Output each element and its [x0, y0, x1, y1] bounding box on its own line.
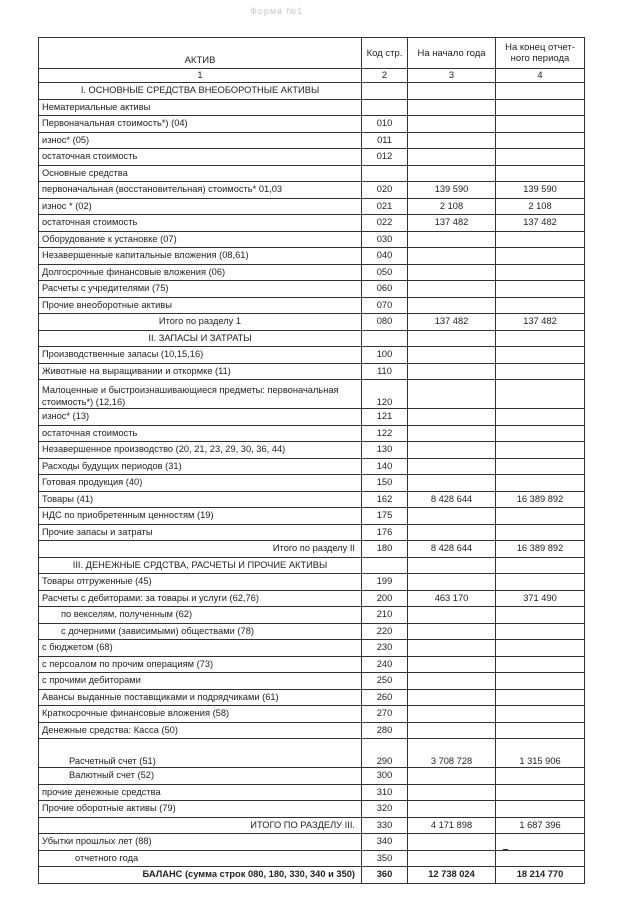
value-start: [408, 508, 496, 525]
row-code: 230: [362, 640, 408, 657]
value-end: [496, 524, 585, 541]
value-end: [496, 116, 585, 133]
value-start: [408, 689, 496, 706]
row-code: 121: [362, 409, 408, 426]
row-code: 100: [362, 347, 408, 364]
table-row: [39, 508, 585, 525]
table-row: [39, 475, 585, 492]
row-label: Животные на выращивании и откормке (11): [39, 363, 362, 380]
table-row: [39, 248, 585, 265]
row-label: износ* (05): [39, 132, 362, 149]
table-row: [39, 264, 585, 281]
row-label: Денежные средства: Касса (50): [39, 722, 362, 739]
value-start: [408, 673, 496, 690]
row-code: 140: [362, 458, 408, 475]
column-number: 2: [362, 69, 408, 83]
row-label: прочие денежные средства: [39, 784, 362, 801]
row-label: с прочими дебиторами: [39, 673, 362, 690]
row-label: Малоценные и быстроизнашивающиеся предметы: первоначальная стоимость*) (12,16): [39, 380, 362, 409]
row-code: 340: [362, 834, 408, 851]
column-header-start: На начало года: [408, 38, 496, 69]
table-row: [39, 607, 585, 624]
value-start: [408, 850, 496, 867]
row-code: 280: [362, 722, 408, 739]
row-code: [362, 165, 408, 182]
value-start: [408, 706, 496, 723]
value-end: [496, 347, 585, 364]
row-code: 300: [362, 768, 408, 785]
row-code: 060: [362, 281, 408, 298]
value-end: [496, 425, 585, 442]
value-end: 1 687 396: [496, 817, 585, 834]
row-code: 010: [362, 116, 408, 133]
table-row: [39, 330, 585, 347]
value-end: [496, 850, 585, 867]
value-start: [408, 623, 496, 640]
row-label: по векселям, полученным (62): [39, 607, 362, 624]
table-row: [39, 149, 585, 166]
row-code: [362, 330, 408, 347]
row-code: 020: [362, 182, 408, 199]
value-end: 18 214 770: [496, 867, 585, 884]
table-row: [39, 706, 585, 723]
column-number: 3: [408, 69, 496, 83]
row-code: 080: [362, 314, 408, 331]
row-code: 220: [362, 623, 408, 640]
row-code: 210: [362, 607, 408, 624]
row-code: 176: [362, 524, 408, 541]
value-end: [496, 363, 585, 380]
value-start: 139 590: [408, 182, 496, 199]
value-end: [496, 574, 585, 591]
table-row: [39, 834, 585, 851]
row-label: Расчетный счет (51): [39, 739, 362, 768]
table-body: [39, 83, 585, 884]
value-start: [408, 784, 496, 801]
value-start: [408, 363, 496, 380]
value-start: 4 171 898: [408, 817, 496, 834]
row-label: Итого по разделу 1: [39, 314, 362, 331]
row-label: III. ДЕНЕЖНЫЕ СРДСТВА, РАСЧЕТЫ И ПРОЧИЕ АКТИВЫ: [39, 557, 362, 574]
row-code: 240: [362, 656, 408, 673]
value-end: [496, 656, 585, 673]
value-start: [408, 99, 496, 116]
row-label: износ* (13): [39, 409, 362, 426]
row-label: остаточная стоимость: [39, 425, 362, 442]
row-label: первоначальная (восстановительная) стоимость* 01,03: [39, 182, 362, 199]
column-number-row: [39, 69, 585, 83]
value-end: [496, 83, 585, 100]
header-row: [39, 38, 585, 69]
value-end: [496, 508, 585, 525]
row-label: Расходы будущих периодов (31): [39, 458, 362, 475]
table-row: [39, 116, 585, 133]
table-row: [39, 623, 585, 640]
value-start: [408, 248, 496, 265]
row-label: Расчеты с дебиторами: за товары и услуги (62,76): [39, 590, 362, 607]
column-number: 1: [39, 69, 362, 83]
value-start: 3 708 728: [408, 739, 496, 768]
value-end: 16 389 892: [496, 491, 585, 508]
row-label: с бюджетом (68): [39, 640, 362, 657]
row-code: [362, 83, 408, 100]
value-end: 16 389 892: [496, 541, 585, 558]
balance-sheet-assets-table: [38, 37, 585, 884]
row-code: 050: [362, 264, 408, 281]
value-start: [408, 834, 496, 851]
table-row: [39, 363, 585, 380]
table-row: [39, 99, 585, 116]
value-end: 137 482: [496, 215, 585, 232]
row-label: Итого по разделу II: [39, 541, 362, 558]
table-row: [39, 198, 585, 215]
value-start: [408, 409, 496, 426]
row-label: Производственные запасы (10,15,16): [39, 347, 362, 364]
row-code: 175: [362, 508, 408, 525]
value-start: 137 482: [408, 215, 496, 232]
value-end: [496, 458, 585, 475]
value-start: 8 428 644: [408, 491, 496, 508]
table-row: [39, 347, 585, 364]
row-label: Авансы выданные поставщиками и подрядчиками (61): [39, 689, 362, 706]
value-end: [496, 231, 585, 248]
table-row: [39, 314, 585, 331]
row-code: 030: [362, 231, 408, 248]
table-row: [39, 817, 585, 834]
value-start: [408, 425, 496, 442]
row-label: Прочие оборотные активы (79): [39, 801, 362, 818]
value-start: [408, 347, 496, 364]
row-label: Краткосрочные финансовые вложения (58): [39, 706, 362, 723]
value-end: [496, 607, 585, 624]
row-code: 021: [362, 198, 408, 215]
value-start: [408, 132, 496, 149]
row-code: 162: [362, 491, 408, 508]
row-code: 330: [362, 817, 408, 834]
row-label: Убытки прошлых лет (88): [39, 834, 362, 851]
table-row: [39, 524, 585, 541]
value-start: [408, 557, 496, 574]
table-row: [39, 442, 585, 459]
table-row: [39, 739, 585, 768]
row-code: 320: [362, 801, 408, 818]
value-end: [496, 132, 585, 149]
value-end: [496, 768, 585, 785]
value-start: [408, 574, 496, 591]
table-row: [39, 409, 585, 426]
column-header-end: На конец отчет-ного периода: [496, 38, 585, 69]
table-row: [39, 380, 585, 409]
column-header-code: Код стр.: [362, 38, 408, 69]
value-start: [408, 297, 496, 314]
value-start: [408, 264, 496, 281]
value-end: [496, 834, 585, 851]
value-end: [496, 248, 585, 265]
table-row: [39, 132, 585, 149]
row-code: 110: [362, 363, 408, 380]
row-code: 199: [362, 574, 408, 591]
value-end: [496, 475, 585, 492]
value-end: [496, 297, 585, 314]
value-start: [408, 380, 496, 409]
value-end: 371 490: [496, 590, 585, 607]
value-start: [408, 475, 496, 492]
row-label: с персоалом по прочим операциям (73): [39, 656, 362, 673]
row-code: 180: [362, 541, 408, 558]
row-label: с дочерними (зависимыми) обществами (78): [39, 623, 362, 640]
row-label: Готовая продукция (40): [39, 475, 362, 492]
row-code: 250: [362, 673, 408, 690]
value-start: [408, 442, 496, 459]
value-end: [496, 689, 585, 706]
table-row: [39, 574, 585, 591]
value-start: 8 428 644: [408, 541, 496, 558]
row-code: 350: [362, 850, 408, 867]
table-row: [39, 867, 585, 884]
stray-mark: [503, 849, 508, 851]
table-row: [39, 656, 585, 673]
value-end: [496, 409, 585, 426]
row-label: Товары отгруженные (45): [39, 574, 362, 591]
table-row: [39, 215, 585, 232]
row-code: 122: [362, 425, 408, 442]
row-code: 290: [362, 739, 408, 768]
row-label: БАЛАНС (сумма строк 080, 180, 330, 340 и 350): [39, 867, 362, 884]
table-row: [39, 850, 585, 867]
row-label: Прочие внеоборотные активы: [39, 297, 362, 314]
value-end: 139 590: [496, 182, 585, 199]
row-code: 310: [362, 784, 408, 801]
row-code: 012: [362, 149, 408, 166]
row-label: Незавершенные капитальные вложения (08,61): [39, 248, 362, 265]
value-start: 2 108: [408, 198, 496, 215]
value-end: [496, 165, 585, 182]
table-row: [39, 640, 585, 657]
row-label: Основные средства: [39, 165, 362, 182]
table-row: [39, 458, 585, 475]
row-label: Прочие запасы и затраты: [39, 524, 362, 541]
table-row: [39, 231, 585, 248]
value-end: [496, 640, 585, 657]
table-row: [39, 689, 585, 706]
row-label: I. ОСНОВНЫЕ СРЕДСТВА ВНЕОБОРОТНЫЕ АКТИВЫ: [39, 83, 362, 100]
table-row: [39, 165, 585, 182]
value-end: [496, 149, 585, 166]
table-row: [39, 281, 585, 298]
row-code: 070: [362, 297, 408, 314]
row-label: Долгосрочные финансовые вложения (06): [39, 264, 362, 281]
value-end: [496, 264, 585, 281]
value-start: 12 738 024: [408, 867, 496, 884]
row-code: 200: [362, 590, 408, 607]
value-end: [496, 623, 585, 640]
row-code: [362, 557, 408, 574]
column-number: 4: [496, 69, 585, 83]
table-row: [39, 491, 585, 508]
value-start: [408, 722, 496, 739]
table-row: [39, 673, 585, 690]
table-row: [39, 425, 585, 442]
value-end: [496, 673, 585, 690]
value-start: [408, 640, 496, 657]
table-row: [39, 801, 585, 818]
row-code: 130: [362, 442, 408, 459]
table-row: [39, 768, 585, 785]
value-start: [408, 607, 496, 624]
value-start: [408, 524, 496, 541]
row-code: 022: [362, 215, 408, 232]
value-end: [496, 722, 585, 739]
row-label: НДС по приобретенным ценностям (19): [39, 508, 362, 525]
value-end: [496, 801, 585, 818]
value-start: [408, 83, 496, 100]
value-end: 1 315 906: [496, 739, 585, 768]
value-end: [496, 330, 585, 347]
row-label: остаточная стоимость: [39, 215, 362, 232]
row-label: Незавершенное производство (20, 21, 23, 29, 30, 36, 44): [39, 442, 362, 459]
value-end: [496, 380, 585, 409]
value-start: [408, 801, 496, 818]
value-start: [408, 149, 496, 166]
row-code: 011: [362, 132, 408, 149]
table-row: [39, 182, 585, 199]
row-label: II. ЗАПАСЫ И ЗАТРАТЫ: [39, 330, 362, 347]
value-start: 463 170: [408, 590, 496, 607]
row-code: [362, 99, 408, 116]
table-row: [39, 557, 585, 574]
value-start: 137 482: [408, 314, 496, 331]
table-row: [39, 83, 585, 100]
row-label: Оборудование к установке (07): [39, 231, 362, 248]
value-start: [408, 656, 496, 673]
value-end: [496, 706, 585, 723]
row-label: Валютный счет (52): [39, 768, 362, 785]
row-label: ИТОГО ПО РАЗДЕЛУ III.: [39, 817, 362, 834]
row-label: износ * (02): [39, 198, 362, 215]
row-code: 120: [362, 380, 408, 409]
row-label: Нематериальные активы: [39, 99, 362, 116]
value-end: [496, 99, 585, 116]
value-end: 2 108: [496, 198, 585, 215]
table-row: [39, 784, 585, 801]
value-start: [408, 458, 496, 475]
column-header-asset: АКТИВ: [39, 38, 362, 69]
value-start: [408, 281, 496, 298]
row-label: Расчеты с учредителями (75): [39, 281, 362, 298]
value-start: [408, 165, 496, 182]
row-code: 040: [362, 248, 408, 265]
row-label: отчетного года: [39, 850, 362, 867]
row-code: 260: [362, 689, 408, 706]
value-end: 137 482: [496, 314, 585, 331]
value-end: [496, 784, 585, 801]
value-start: [408, 116, 496, 133]
table-row: [39, 541, 585, 558]
table-row: [39, 297, 585, 314]
row-label: Первоначальная стоимость*) (04): [39, 116, 362, 133]
value-end: [496, 557, 585, 574]
faded-form-header: Форма №1: [250, 6, 304, 16]
value-end: [496, 442, 585, 459]
value-start: [408, 231, 496, 248]
value-start: [408, 330, 496, 347]
value-start: [408, 768, 496, 785]
row-code: 150: [362, 475, 408, 492]
row-code: 270: [362, 706, 408, 723]
table-row: [39, 590, 585, 607]
row-code: 360: [362, 867, 408, 884]
row-label: остаточная стоимость: [39, 149, 362, 166]
row-label: Товары (41): [39, 491, 362, 508]
table-row: [39, 722, 585, 739]
value-end: [496, 281, 585, 298]
